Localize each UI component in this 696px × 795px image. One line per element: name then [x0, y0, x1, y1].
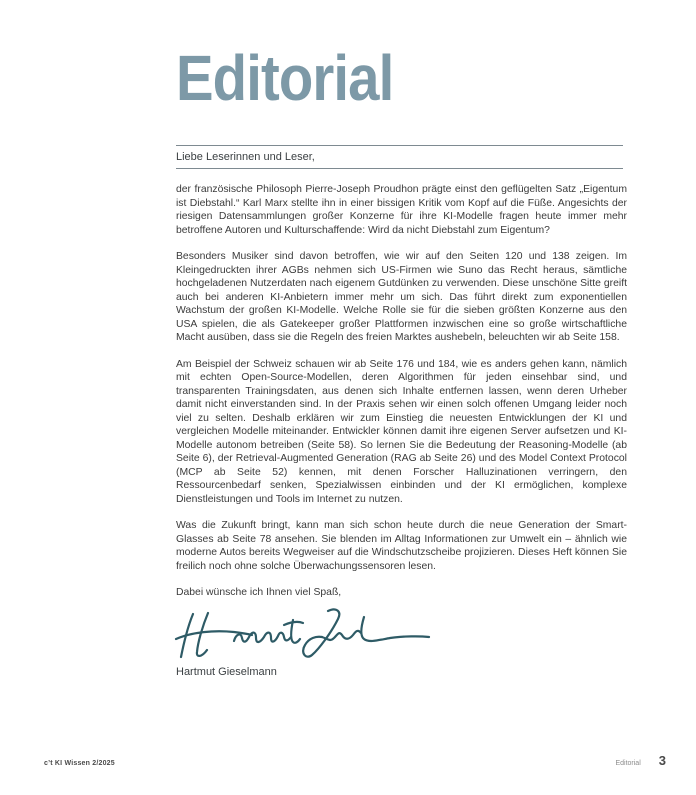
- footer-right-group: [615, 753, 666, 768]
- footer-page-number: 3: [658, 753, 666, 768]
- paragraph-4: Was die Zukunft bringt, kann man sich schon heute durch die neue Generation der Smart-Glasses ab Seite 78 ansehen. Sie blenden im Alltag Informationen zur Umwelt ein – ähnlich wie moderne Autos bereits Wegweiser auf die Windschutzscheibe projizieren. Dieses Heft können Sie freilich noch ohne solche Überwachungssensoren lesen.: [176, 520, 627, 572]
- paragraph-1: der französische Philosoph Pierre-Joseph Proudhon prägte einst den geflügelten Satz „Eigentum ist Diebstahl.“ Karl Marx stellte ihn in einer bissigen Kritik vom Kopf auf die Füße. Angesichts der riesigen Datensammlungen großer Konzerne für ihre KI-Modelle fragen heute immer mehr betroffene Autoren und Kulturschaffende: Wird da nicht Diebstahl zum Eigentum?: [176, 184, 627, 236]
- signature-handwriting-icon: [176, 608, 429, 660]
- greeting-block: [176, 145, 623, 169]
- page-footer: [44, 753, 666, 768]
- editorial-text-column: [176, 183, 627, 679]
- author-name: Hartmut Gieselmann: [176, 665, 277, 678]
- paragraph-3: Am Beispiel der Schweiz schauen wir ab Seite 176 und 184, wie es anders gehen kann, nämlich mit echten Open-Source-Modellen, deren Algorithmen für jeden einsehbar sind, und transparenten Trainingsdaten, aus denen sich Inhalte entfernen lassen, wenn deren Urheber damit nicht einverstanden sind. In der Praxis sehen wir einen solch offenen Umgang leider noch viel zu selten. Deshalb erklären wir zum Einstieg die neuesten Entwicklungen der KI und vergleichen Modelle miteinander. Entwickler können damit ihre eigenen Server aufsetzen und KI-Modelle autonom betreiben (Seite 58). So lernen Sie die Bedeutung der Reasoning-Modelle (ab Seite 6), der Retrieval-Augmented Generation (RAG ab Seite 26) und des Model Context Protocol (MCP ab Seite 52) kennen, mit denen Forscher Halluzinationen verringern, den Ressourcenbedarf senken, Spezialwissen einbinden und der KI ermöglichen, komplexe Dienstleistungen und Tools im Internet zu nutzen.: [176, 358, 627, 505]
- paragraph-2: Besonders Musiker sind davon betroffen, wie wir auf den Seiten 120 und 138 zeigen. Im Kleingedruckten ihrer AGBs nehmen sich US-Firmen wie Suno das Recht heraus, sämtliche hochgeladenen Nutzerdaten nach eigenem Gutdünken zu verwenden. Diese unschöne Sitte greift auch bei anderen KI-Anbietern immer mehr um sich. Das führt direkt zum exponentiellen Wachstum der großen KI-Modelle. Welche Rolle sie für die sieben größten Konzerne aus den USA spielen, die als Gatekeeper großer Plattformen inzwischen eine so große wirtschaftliche Macht ausüben, dass sie die Regeln des freien Marktes aushebeln, beleuchten wir ab Seite 158.: [176, 251, 627, 343]
- closing-line: Dabei wünsche ich Ihnen viel Spaß,: [176, 587, 342, 598]
- greeting-line: Liebe Leserinnen und Leser,: [176, 151, 315, 163]
- footer-section-label: Editorial: [615, 760, 641, 767]
- divider-bottom: [176, 168, 623, 169]
- page-title: Editorial: [176, 42, 394, 114]
- footer-issue-label: c’t KI Wissen 2/2025: [44, 760, 115, 767]
